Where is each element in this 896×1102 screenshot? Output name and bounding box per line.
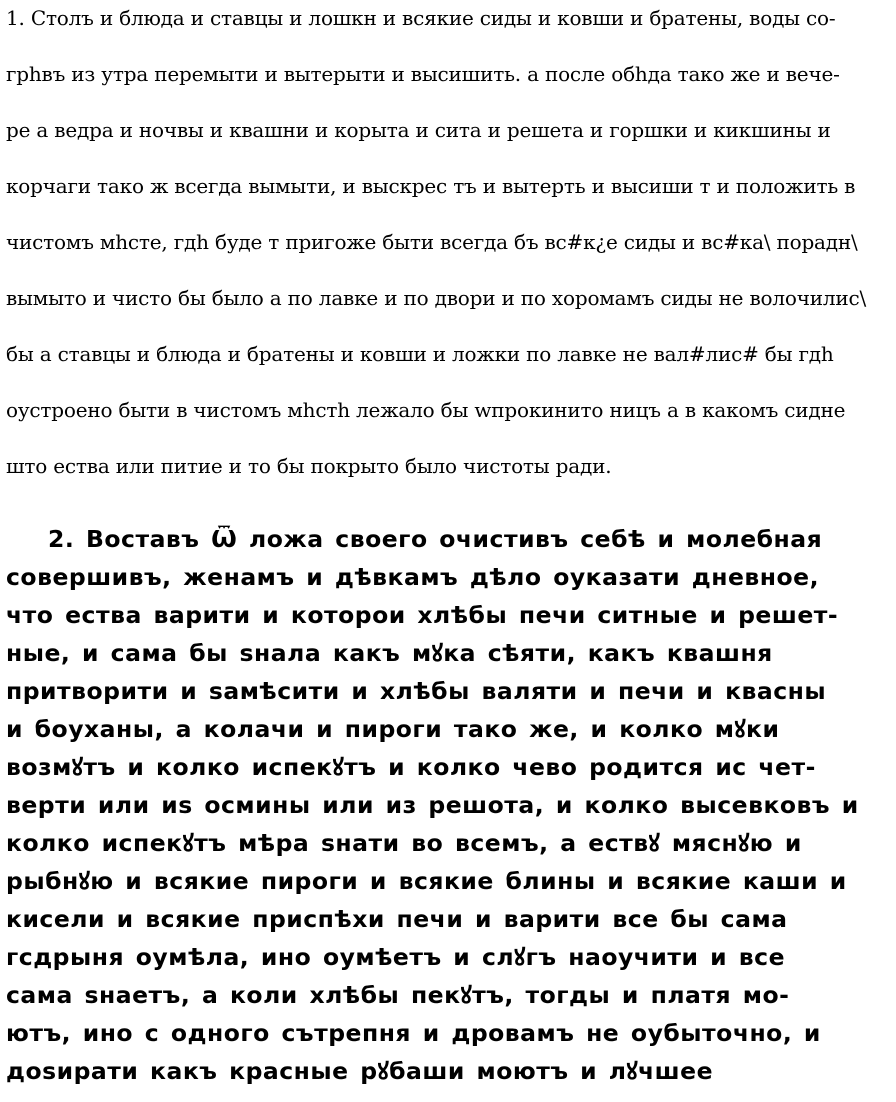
paragraph-2-line: возмꙋтъ и колко испекꙋтъ и колко чево родится ис чет- xyxy=(6,753,816,781)
paragraph-1-line: чистомъ мhсте, гдh буде т пригоже быти всегда бъ вс#к¿е сиды и вс#ка\ порадн\ xyxy=(6,230,858,254)
paragraph-2-line: кисели и всякие приспѣхи печи и варити все бы сама xyxy=(6,905,788,933)
paragraph-1-line: грhвъ из утра перемыти и вытерыти и высишить. а после обhда тако же и вече- xyxy=(6,62,840,86)
paragraph-2-line: гсдрыня оумѣла, ино оумѣетъ и слꙋгъ наоучити и все xyxy=(6,943,786,971)
paragraph-1-line: ре а ведра и ночвы и квашни и корыта и сита и решета и горшки и кикшины и xyxy=(6,118,831,142)
paragraph-2-line: совершивъ, женамъ и дѣвкамъ дѣло оуказати дневное, xyxy=(6,563,820,591)
paragraph-2-line: ные, и сама бы ѕнала какъ мꙋка сѣяти, какъ квашня xyxy=(6,639,773,667)
paragraph-2-line: что ества варити и которои хлѣбы печи ситные и решет- xyxy=(6,601,839,629)
paragraph-2-line: сама ѕнаетъ, а коли хлѣбы пекꙋтъ, тогды и платя мо- xyxy=(6,981,790,1009)
paragraph-2-line: 2. Воставъ Ѿ ложа своего очистивъ себѣ и молебная xyxy=(48,525,823,553)
paragraph-1-line: оустроено быти в чистомъ мhстh лежало бы wпрокинито ницъ а в какомъ сидне xyxy=(6,398,846,422)
paragraph-2-line: и боуханы, а колачи и пироги тако же, и колко мꙋки xyxy=(6,715,780,743)
paragraph-2-line: колко испекꙋтъ мѣра ѕнати во всемъ, а ествꙋ мяснꙋю и xyxy=(6,829,802,857)
paragraph-1-line: бы а ставцы и блюда и братены и ковши и ложки по лавке не вал#лис# бы гдh xyxy=(6,342,834,366)
paragraph-1-line: вымыто и чисто бы было а по лавке и по двори и по хоромамъ сиды не волочилис\ xyxy=(6,286,867,310)
paragraph-2-line: верти или иѕ осмины или из решота, и колко высевковъ и xyxy=(6,791,859,819)
paragraph-1-line: корчаги тако ж всегда вымыти, и выскрес тъ и вытерть и высиши т и положить в xyxy=(6,174,856,198)
paragraph-2-line: доѕирати какъ красные рꙋбаши моютъ и лꙋчшее xyxy=(6,1057,714,1085)
paragraph-1-line: што ества или питие и то бы покрыто было чистоты ради. xyxy=(6,454,612,478)
paragraph-2-line: притворити и ѕамѣсити и хлѣбы валяти и печи и квасны xyxy=(6,677,827,705)
paragraph-2-line: ютъ, ино с одного сътрепня и дровамъ не оубыточно, и xyxy=(6,1019,821,1047)
paragraph-1-line: 1. Столъ и блюда и ставцы и лошкн и всякие сиды и ковши и братены, воды со- xyxy=(6,6,836,30)
paragraph-2-line: рыбнꙋю и всякие пироги и всякие блины и всякие каши и xyxy=(6,867,847,895)
